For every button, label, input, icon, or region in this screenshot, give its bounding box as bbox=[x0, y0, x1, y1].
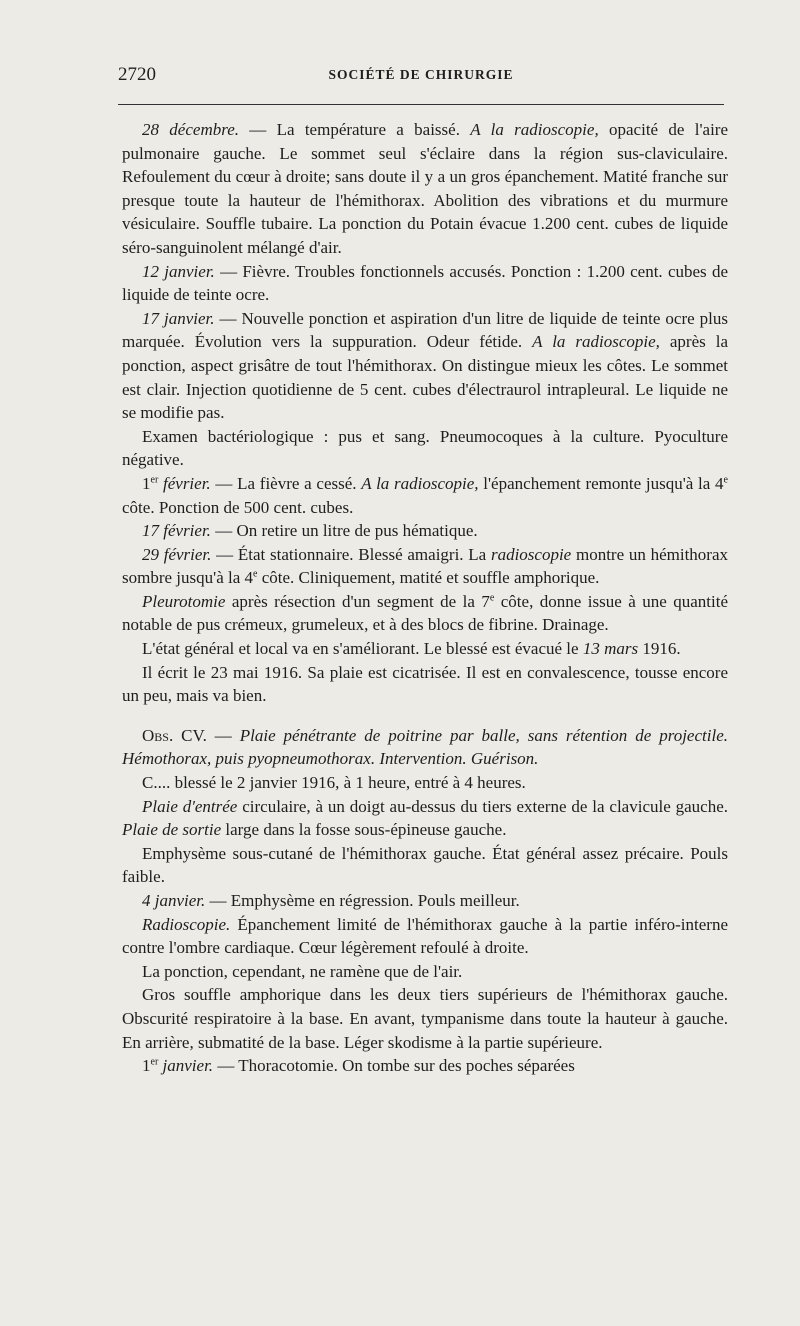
paragraph: Radioscopie. Épanchement limité de l'hémithorax gauche à la partie inféro-interne contre l'ombre cardiaque. Cœur légèrement refoulé à droite. bbox=[122, 914, 728, 958]
page-header bbox=[118, 64, 724, 88]
paragraph: 17 février. — On retire un litre de pus hématique. bbox=[142, 521, 478, 541]
paragraph: 1er février. — La fièvre a cessé. A la radioscopie, l'épanchement remonte jusqu'à la 4e côte. Ponction de 500 cent. cubes. bbox=[122, 473, 728, 517]
paragraph: Emphysème sous-cutané de l'hémithorax gauche. État général assez précaire. Pouls faible. bbox=[122, 843, 728, 887]
paragraph: 17 janvier. — Nouvelle ponction et aspiration d'un litre de liquide de teinte ocre plus marquée. Évolution vers la suppuration. Odeur fétide. A la radioscopie, après la ponction, aspect grisâtre de tout l'hémithorax. On distingue mieux les côtes. Le sommet est clair. Injection quotidienne de 5 cent. cubes d'électraurol intrapleural. Le liquide ne se modifie pas. bbox=[122, 308, 728, 423]
paragraph: La ponction, cependant, ne ramène que de l'air. bbox=[142, 961, 463, 981]
header-rule bbox=[118, 104, 724, 105]
paragraph: 28 décembre. — La température a baissé. A la radioscopie, opacité de l'aire pulmonaire gauche. Le sommet seul s'éclaire dans la région sus-claviculaire. Refoulement du cœur à droite; sans doute il y a un gros épanchement. Matité franche sur presque toute la hauteur de l'hémithorax. Abolition des vibrations et du murmure vésiculaire. Souffle tubaire. La ponction du Potain évacue 1.200 cent. cubes de liquide séro-sanguinolent mélangé d'air. bbox=[122, 120, 728, 257]
paragraph: Gros souffle amphorique dans les deux tiers supérieurs de l'hémithorax gauche. Obscurité respiratoire à la base. En avant, tympanisme dans toute la hauteur à gauche. En arrière, submatité de la base. Léger skodisme à la partie supérieure. bbox=[122, 985, 728, 1052]
paragraph: Pleurotomie après résection d'un segment de la 7e côte, donne issue à une quantité notable de pus crémeux, grumeleux, et à des blocs de fibrine. Drainage. bbox=[122, 591, 728, 635]
observation-heading: Obs. CV. — Plaie pénétrante de poitrine par balle, sans rétention de projectile. Hémothorax, puis pyopneumothorax. Intervention. Guérison. bbox=[122, 725, 728, 769]
paragraph: 1er janvier. — Thoracotomie. On tombe sur des poches séparées bbox=[142, 1056, 575, 1076]
body-text bbox=[122, 118, 728, 1078]
paragraph: L'état général et local va en s'améliorant. Le blessé est évacué le 13 mars 1916. bbox=[142, 639, 681, 659]
paragraph: Il écrit le 23 mai 1916. Sa plaie est cicatrisée. Il est en convalescence, tousse encore un peu, mais va bien. bbox=[122, 662, 728, 706]
paragraph: 12 janvier. — Fièvre. Troubles fonctionnels accusés. Ponction : 1.200 cent. cubes de liquide de teinte ocre. bbox=[122, 261, 728, 305]
paragraph: Plaie d'entrée circulaire, à un doigt au-dessus du tiers externe de la clavicule gauche. Plaie de sortie large dans la fosse sous-épineuse gauche. bbox=[122, 796, 728, 840]
running-title: SOCIÉTÉ DE CHIRURGIE bbox=[328, 67, 514, 82]
paragraph: C.... blessé le 2 janvier 1916, à 1 heure, entré à 4 heures. bbox=[142, 773, 526, 793]
paragraph: Examen bactériologique : pus et sang. Pneumocoques à la culture. Pyoculture négative. bbox=[122, 426, 728, 470]
paragraph: 4 janvier. — Emphysème en régression. Pouls meilleur. bbox=[142, 891, 520, 910]
page-number: 2720 bbox=[118, 64, 156, 85]
paragraph: 29 février. — État stationnaire. Blessé amaigri. La radioscopie montre un hémithorax sombre jusqu'à la 4e côte. Cliniquement, matité et souffle amphorique. bbox=[122, 544, 728, 588]
